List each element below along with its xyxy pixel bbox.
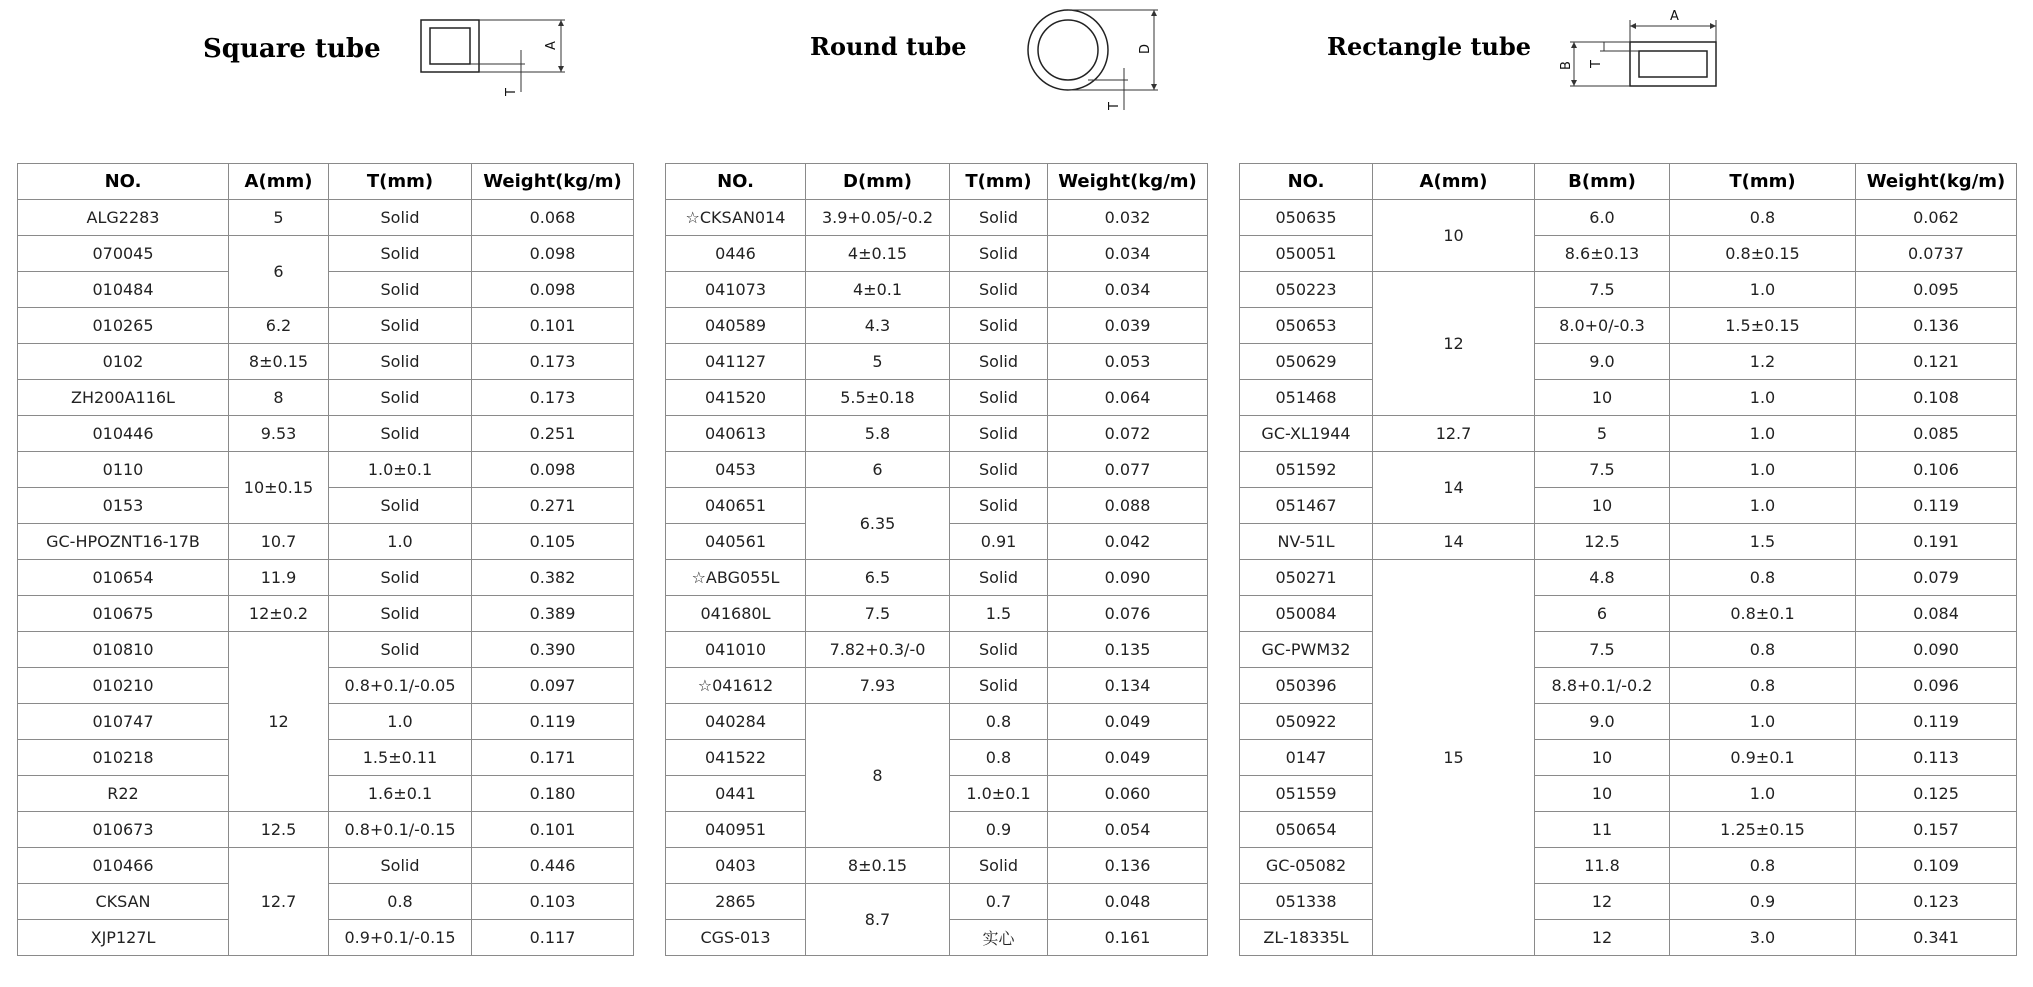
square-no-cell: XJP127L: [18, 920, 229, 956]
col-header: A(mm): [229, 164, 329, 200]
rect-no-cell: 050396: [1240, 668, 1373, 704]
table-header-row: [18, 164, 2017, 200]
square-a-cell: 9.53: [229, 416, 329, 452]
square-weight-cell: 0.171: [472, 740, 634, 776]
square-weight-cell: 0.173: [472, 344, 634, 380]
col-header: T(mm): [329, 164, 472, 200]
round-dim-t-label: T: [1107, 102, 1122, 110]
square-dim-a-label: A: [544, 41, 559, 50]
rect-no-cell: 050635: [1240, 200, 1373, 236]
rect-weight-cell: 0.119: [1856, 488, 2017, 524]
tube-spec-table: [17, 163, 2017, 956]
rect-b-cell: 11: [1535, 812, 1670, 848]
col-header: T(mm): [1670, 164, 1856, 200]
round-d-cell: 4±0.15: [806, 236, 950, 272]
round-t-cell: Solid: [950, 380, 1048, 416]
round-weight-cell: 0.034: [1048, 236, 1208, 272]
round-t-cell: Solid: [950, 344, 1048, 380]
rect-b-cell: 10: [1535, 776, 1670, 812]
square-t-cell: Solid: [329, 488, 472, 524]
round-weight-cell: 0.064: [1048, 380, 1208, 416]
square-no-cell: 010218: [18, 740, 229, 776]
square-no-cell: 0110: [18, 452, 229, 488]
rect-weight-cell: 0.085: [1856, 416, 2017, 452]
rect-b-cell: 9.0: [1535, 344, 1670, 380]
square-a-cell: 12±0.2: [229, 596, 329, 632]
table-row: [18, 236, 2017, 272]
table-row: [18, 416, 2017, 452]
rect-t-cell: 1.25±0.15: [1670, 812, 1856, 848]
round-no-cell: 040613: [666, 416, 806, 452]
square-a-cell: 10±0.15: [229, 452, 329, 524]
rect-no-cell: 050922: [1240, 704, 1373, 740]
square-no-cell: 010466: [18, 848, 229, 884]
table-row: [18, 812, 2017, 848]
rect-weight-cell: 0.096: [1856, 668, 2017, 704]
col-header: Weight(kg/m): [472, 164, 634, 200]
rect-no-cell: 051338: [1240, 884, 1373, 920]
square-dim-t-label: T: [504, 88, 519, 96]
rect-weight-cell: 0.113: [1856, 740, 2017, 776]
rect-no-cell: GC-PWM32: [1240, 632, 1373, 668]
rect-t-cell: 1.2: [1670, 344, 1856, 380]
round-d-cell: 7.82+0.3/-0: [806, 632, 950, 668]
round-weight-cell: 0.053: [1048, 344, 1208, 380]
square-t-cell: Solid: [329, 416, 472, 452]
rect-b-cell: 6: [1535, 596, 1670, 632]
square-weight-cell: 0.389: [472, 596, 634, 632]
square-no-cell: ZH200A116L: [18, 380, 229, 416]
round-d-cell: 8.7: [806, 884, 950, 956]
square-a-cell: 12: [229, 632, 329, 812]
rect-weight-cell: 0.191: [1856, 524, 2017, 560]
rect-no-cell: 051468: [1240, 380, 1373, 416]
rect-no-cell: 051559: [1240, 776, 1373, 812]
square-weight-cell: 0.117: [472, 920, 634, 956]
round-t-cell: 0.8: [950, 704, 1048, 740]
square-weight-cell: 0.446: [472, 848, 634, 884]
rect-weight-cell: 0.109: [1856, 848, 2017, 884]
square-no-cell: 010446: [18, 416, 229, 452]
rect-b-cell: 7.5: [1535, 452, 1670, 488]
round-no-cell: 0453: [666, 452, 806, 488]
round-t-cell: Solid: [950, 272, 1048, 308]
rect-b-cell: 6.0: [1535, 200, 1670, 236]
round-weight-cell: 0.072: [1048, 416, 1208, 452]
round-weight-cell: 0.042: [1048, 524, 1208, 560]
square-weight-cell: 0.390: [472, 632, 634, 668]
round-t-cell: Solid: [950, 416, 1048, 452]
round-t-cell: Solid: [950, 236, 1048, 272]
column-gap: [1208, 200, 1240, 956]
round-t-cell: 1.5: [950, 596, 1048, 632]
square-a-cell: 5: [229, 200, 329, 236]
rect-dim-b-label: B: [1559, 61, 1574, 70]
square-a-cell: 6.2: [229, 308, 329, 344]
square-no-cell: 010747: [18, 704, 229, 740]
round-no-cell: 041520: [666, 380, 806, 416]
rect-b-cell: 12.5: [1535, 524, 1670, 560]
table-row: [18, 344, 2017, 380]
table-row: [18, 524, 2017, 560]
round-t-cell: Solid: [950, 308, 1048, 344]
rect-weight-cell: 0.136: [1856, 308, 2017, 344]
rect-weight-cell: 0.0737: [1856, 236, 2017, 272]
rect-weight-cell: 0.084: [1856, 596, 2017, 632]
square-no-cell: 0153: [18, 488, 229, 524]
square-a-cell: 8±0.15: [229, 344, 329, 380]
rect-t-cell: 0.8: [1670, 668, 1856, 704]
round-no-cell: ☆ABG055L: [666, 560, 806, 596]
rect-t-cell: 0.8: [1670, 560, 1856, 596]
round-t-cell: Solid: [950, 632, 1048, 668]
square-no-cell: 010654: [18, 560, 229, 596]
round-d-cell: 6.35: [806, 488, 950, 560]
rect-no-cell: 0147: [1240, 740, 1373, 776]
round-no-cell: 0446: [666, 236, 806, 272]
round-d-cell: 6.5: [806, 560, 950, 596]
rect-weight-cell: 0.095: [1856, 272, 2017, 308]
rect-no-cell: GC-XL1944: [1240, 416, 1373, 452]
rect-t-cell: 1.0: [1670, 452, 1856, 488]
table-row: [18, 200, 2017, 236]
square-weight-cell: 0.101: [472, 308, 634, 344]
column-gap: [634, 200, 666, 956]
square-weight-cell: 0.271: [472, 488, 634, 524]
square-t-cell: Solid: [329, 200, 472, 236]
rect-a-cell: 10: [1373, 200, 1535, 272]
round-t-cell: Solid: [950, 668, 1048, 704]
round-d-cell: 8: [806, 704, 950, 848]
table-row: [18, 596, 2017, 632]
rect-t-cell: 0.8: [1670, 200, 1856, 236]
square-t-cell: Solid: [329, 236, 472, 272]
round-d-cell: 8±0.15: [806, 848, 950, 884]
rect-t-cell: 0.9±0.1: [1670, 740, 1856, 776]
square-t-cell: Solid: [329, 560, 472, 596]
table-row: [18, 308, 2017, 344]
rect-weight-cell: 0.123: [1856, 884, 2017, 920]
rect-no-cell: 051592: [1240, 452, 1373, 488]
col-header: A(mm): [1373, 164, 1535, 200]
round-d-cell: 3.9+0.05/-0.2: [806, 200, 950, 236]
rect-t-cell: 1.5±0.15: [1670, 308, 1856, 344]
rect-b-cell: 12: [1535, 920, 1670, 956]
round-weight-cell: 0.134: [1048, 668, 1208, 704]
square-a-cell: 11.9: [229, 560, 329, 596]
rect-weight-cell: 0.062: [1856, 200, 2017, 236]
square-t-cell: Solid: [329, 632, 472, 668]
col-header: NO.: [1240, 164, 1373, 200]
table-row: [18, 560, 2017, 596]
round-no-cell: 041127: [666, 344, 806, 380]
rect-no-cell: 050653: [1240, 308, 1373, 344]
round-no-cell: 040589: [666, 308, 806, 344]
col-header: B(mm): [1535, 164, 1670, 200]
square-weight-cell: 0.382: [472, 560, 634, 596]
round-d-cell: 5.5±0.18: [806, 380, 950, 416]
col-header: Weight(kg/m): [1856, 164, 2017, 200]
square-tube-diagram: [415, 12, 575, 106]
round-d-cell: 4.3: [806, 308, 950, 344]
rect-weight-cell: 0.090: [1856, 632, 2017, 668]
rect-t-cell: 1.0: [1670, 416, 1856, 452]
col-header: T(mm): [950, 164, 1048, 200]
square-a-cell: 12.7: [229, 848, 329, 956]
rect-t-cell: 1.0: [1670, 704, 1856, 740]
round-no-cell: 041522: [666, 740, 806, 776]
rect-dim-a-label: A: [1670, 9, 1679, 24]
round-weight-cell: 0.077: [1048, 452, 1208, 488]
rect-b-cell: 8.0+0/-0.3: [1535, 308, 1670, 344]
round-weight-cell: 0.054: [1048, 812, 1208, 848]
square-t-cell: 1.0: [329, 704, 472, 740]
square-weight-cell: 0.119: [472, 704, 634, 740]
square-no-cell: 010810: [18, 632, 229, 668]
rect-weight-cell: 0.119: [1856, 704, 2017, 740]
rect-a-cell: 12.7: [1373, 416, 1535, 452]
square-a-cell: 6: [229, 236, 329, 308]
round-no-cell: 0403: [666, 848, 806, 884]
round-no-cell: 041680L: [666, 596, 806, 632]
rect-b-cell: 4.8: [1535, 560, 1670, 596]
round-tube-heading: Round tube: [810, 32, 967, 61]
rect-no-cell: NV-51L: [1240, 524, 1373, 560]
square-weight-cell: 0.101: [472, 812, 634, 848]
round-weight-cell: 0.088: [1048, 488, 1208, 524]
square-t-cell: Solid: [329, 272, 472, 308]
col-header: NO.: [666, 164, 806, 200]
table-row: [18, 452, 2017, 488]
rect-no-cell: 050223: [1240, 272, 1373, 308]
table-row: [18, 632, 2017, 668]
rect-a-cell: 14: [1373, 524, 1535, 560]
round-t-cell: 0.7: [950, 884, 1048, 920]
square-no-cell: 010484: [18, 272, 229, 308]
square-no-cell: ALG2283: [18, 200, 229, 236]
rect-t-cell: 1.0: [1670, 380, 1856, 416]
rect-b-cell: 11.8: [1535, 848, 1670, 884]
round-no-cell: ☆041612: [666, 668, 806, 704]
square-no-cell: 0102: [18, 344, 229, 380]
round-weight-cell: 0.048: [1048, 884, 1208, 920]
square-weight-cell: 0.173: [472, 380, 634, 416]
square-a-cell: 12.5: [229, 812, 329, 848]
rect-b-cell: 10: [1535, 380, 1670, 416]
square-t-cell: Solid: [329, 344, 472, 380]
round-weight-cell: 0.049: [1048, 740, 1208, 776]
rect-b-cell: 8.8+0.1/-0.2: [1535, 668, 1670, 704]
square-t-cell: 1.0: [329, 524, 472, 560]
round-t-cell: 实心: [950, 920, 1048, 956]
round-no-cell: 040561: [666, 524, 806, 560]
round-t-cell: Solid: [950, 560, 1048, 596]
square-a-cell: 10.7: [229, 524, 329, 560]
round-tube-diagram: [1018, 8, 1168, 117]
rect-a-cell: 12: [1373, 272, 1535, 416]
round-t-cell: Solid: [950, 488, 1048, 524]
round-no-cell: CGS-013: [666, 920, 806, 956]
square-tube-heading: Square tube: [203, 34, 381, 64]
round-no-cell: 040951: [666, 812, 806, 848]
round-d-cell: 5: [806, 344, 950, 380]
square-weight-cell: 0.098: [472, 236, 634, 272]
round-t-cell: Solid: [950, 452, 1048, 488]
square-no-cell: CKSAN: [18, 884, 229, 920]
square-t-cell: 1.5±0.11: [329, 740, 472, 776]
round-t-cell: 1.0±0.1: [950, 776, 1048, 812]
round-weight-cell: 0.136: [1048, 848, 1208, 884]
column-gap: [634, 164, 666, 200]
round-no-cell: 2865: [666, 884, 806, 920]
square-no-cell: R22: [18, 776, 229, 812]
rect-t-cell: 0.9: [1670, 884, 1856, 920]
rect-b-cell: 12: [1535, 884, 1670, 920]
round-no-cell: 041010: [666, 632, 806, 668]
square-weight-cell: 0.068: [472, 200, 634, 236]
round-weight-cell: 0.049: [1048, 704, 1208, 740]
round-weight-cell: 0.090: [1048, 560, 1208, 596]
square-weight-cell: 0.180: [472, 776, 634, 812]
round-d-cell: 5.8: [806, 416, 950, 452]
rect-dim-t-label: T: [1589, 60, 1604, 68]
rect-t-cell: 3.0: [1670, 920, 1856, 956]
round-no-cell: 041073: [666, 272, 806, 308]
square-t-cell: Solid: [329, 308, 472, 344]
square-no-cell: GC-HPOZNT16-17B: [18, 524, 229, 560]
rectangle-tube-diagram: [1540, 6, 1730, 100]
rect-weight-cell: 0.121: [1856, 344, 2017, 380]
square-no-cell: 010210: [18, 668, 229, 704]
round-dim-d-label: D: [1138, 43, 1153, 54]
square-t-cell: Solid: [329, 380, 472, 416]
rect-t-cell: 1.5: [1670, 524, 1856, 560]
round-t-cell: Solid: [950, 848, 1048, 884]
rect-no-cell: 050654: [1240, 812, 1373, 848]
rect-no-cell: 050051: [1240, 236, 1373, 272]
rect-weight-cell: 0.106: [1856, 452, 2017, 488]
rect-t-cell: 0.8: [1670, 848, 1856, 884]
round-d-cell: 6: [806, 452, 950, 488]
square-weight-cell: 0.097: [472, 668, 634, 704]
rect-no-cell: 050629: [1240, 344, 1373, 380]
table-row: [18, 848, 2017, 884]
rect-t-cell: 0.8: [1670, 632, 1856, 668]
rect-no-cell: 050271: [1240, 560, 1373, 596]
rect-weight-cell: 0.157: [1856, 812, 2017, 848]
square-weight-cell: 0.098: [472, 272, 634, 308]
table-row: [18, 380, 2017, 416]
rect-t-cell: 1.0: [1670, 488, 1856, 524]
square-weight-cell: 0.105: [472, 524, 634, 560]
square-no-cell: 010265: [18, 308, 229, 344]
square-no-cell: 010673: [18, 812, 229, 848]
square-a-cell: 8: [229, 380, 329, 416]
rect-weight-cell: 0.079: [1856, 560, 2017, 596]
rect-weight-cell: 0.341: [1856, 920, 2017, 956]
rect-t-cell: 1.0: [1670, 776, 1856, 812]
square-t-cell: Solid: [329, 848, 472, 884]
rect-a-cell: 14: [1373, 452, 1535, 524]
square-t-cell: 0.8: [329, 884, 472, 920]
round-d-cell: 7.93: [806, 668, 950, 704]
round-weight-cell: 0.135: [1048, 632, 1208, 668]
column-gap: [1208, 164, 1240, 200]
rect-no-cell: 051467: [1240, 488, 1373, 524]
rect-b-cell: 10: [1535, 740, 1670, 776]
round-weight-cell: 0.076: [1048, 596, 1208, 632]
rect-b-cell: 10: [1535, 488, 1670, 524]
col-header: D(mm): [806, 164, 950, 200]
rect-t-cell: 0.8±0.1: [1670, 596, 1856, 632]
rect-t-cell: 0.8±0.15: [1670, 236, 1856, 272]
round-t-cell: Solid: [950, 200, 1048, 236]
round-t-cell: 0.91: [950, 524, 1048, 560]
rect-b-cell: 9.0: [1535, 704, 1670, 740]
square-weight-cell: 0.103: [472, 884, 634, 920]
round-t-cell: 0.8: [950, 740, 1048, 776]
round-no-cell: 040284: [666, 704, 806, 740]
square-weight-cell: 0.251: [472, 416, 634, 452]
rect-t-cell: 1.0: [1670, 272, 1856, 308]
rect-no-cell: 050084: [1240, 596, 1373, 632]
square-t-cell: 1.6±0.1: [329, 776, 472, 812]
rect-weight-cell: 0.108: [1856, 380, 2017, 416]
rect-no-cell: GC-05082: [1240, 848, 1373, 884]
square-weight-cell: 0.098: [472, 452, 634, 488]
round-d-cell: 7.5: [806, 596, 950, 632]
rect-b-cell: 7.5: [1535, 272, 1670, 308]
round-d-cell: 4±0.1: [806, 272, 950, 308]
rect-a-cell: 15: [1373, 560, 1535, 956]
round-weight-cell: 0.161: [1048, 920, 1208, 956]
square-t-cell: 1.0±0.1: [329, 452, 472, 488]
round-no-cell: 040651: [666, 488, 806, 524]
round-weight-cell: 0.032: [1048, 200, 1208, 236]
round-no-cell: ☆CKSAN014: [666, 200, 806, 236]
round-weight-cell: 0.034: [1048, 272, 1208, 308]
col-header: NO.: [18, 164, 229, 200]
square-t-cell: 0.9+0.1/-0.15: [329, 920, 472, 956]
square-no-cell: 010675: [18, 596, 229, 632]
round-weight-cell: 0.039: [1048, 308, 1208, 344]
col-header: Weight(kg/m): [1048, 164, 1208, 200]
square-no-cell: 070045: [18, 236, 229, 272]
rect-b-cell: 8.6±0.13: [1535, 236, 1670, 272]
square-t-cell: 0.8+0.1/-0.05: [329, 668, 472, 704]
round-t-cell: 0.9: [950, 812, 1048, 848]
round-no-cell: 0441: [666, 776, 806, 812]
round-weight-cell: 0.060: [1048, 776, 1208, 812]
square-t-cell: Solid: [329, 596, 472, 632]
rect-no-cell: ZL-18335L: [1240, 920, 1373, 956]
rectangle-tube-heading: Rectangle tube: [1327, 32, 1532, 61]
rect-b-cell: 7.5: [1535, 632, 1670, 668]
square-t-cell: 0.8+0.1/-0.15: [329, 812, 472, 848]
rect-b-cell: 5: [1535, 416, 1670, 452]
rect-weight-cell: 0.125: [1856, 776, 2017, 812]
